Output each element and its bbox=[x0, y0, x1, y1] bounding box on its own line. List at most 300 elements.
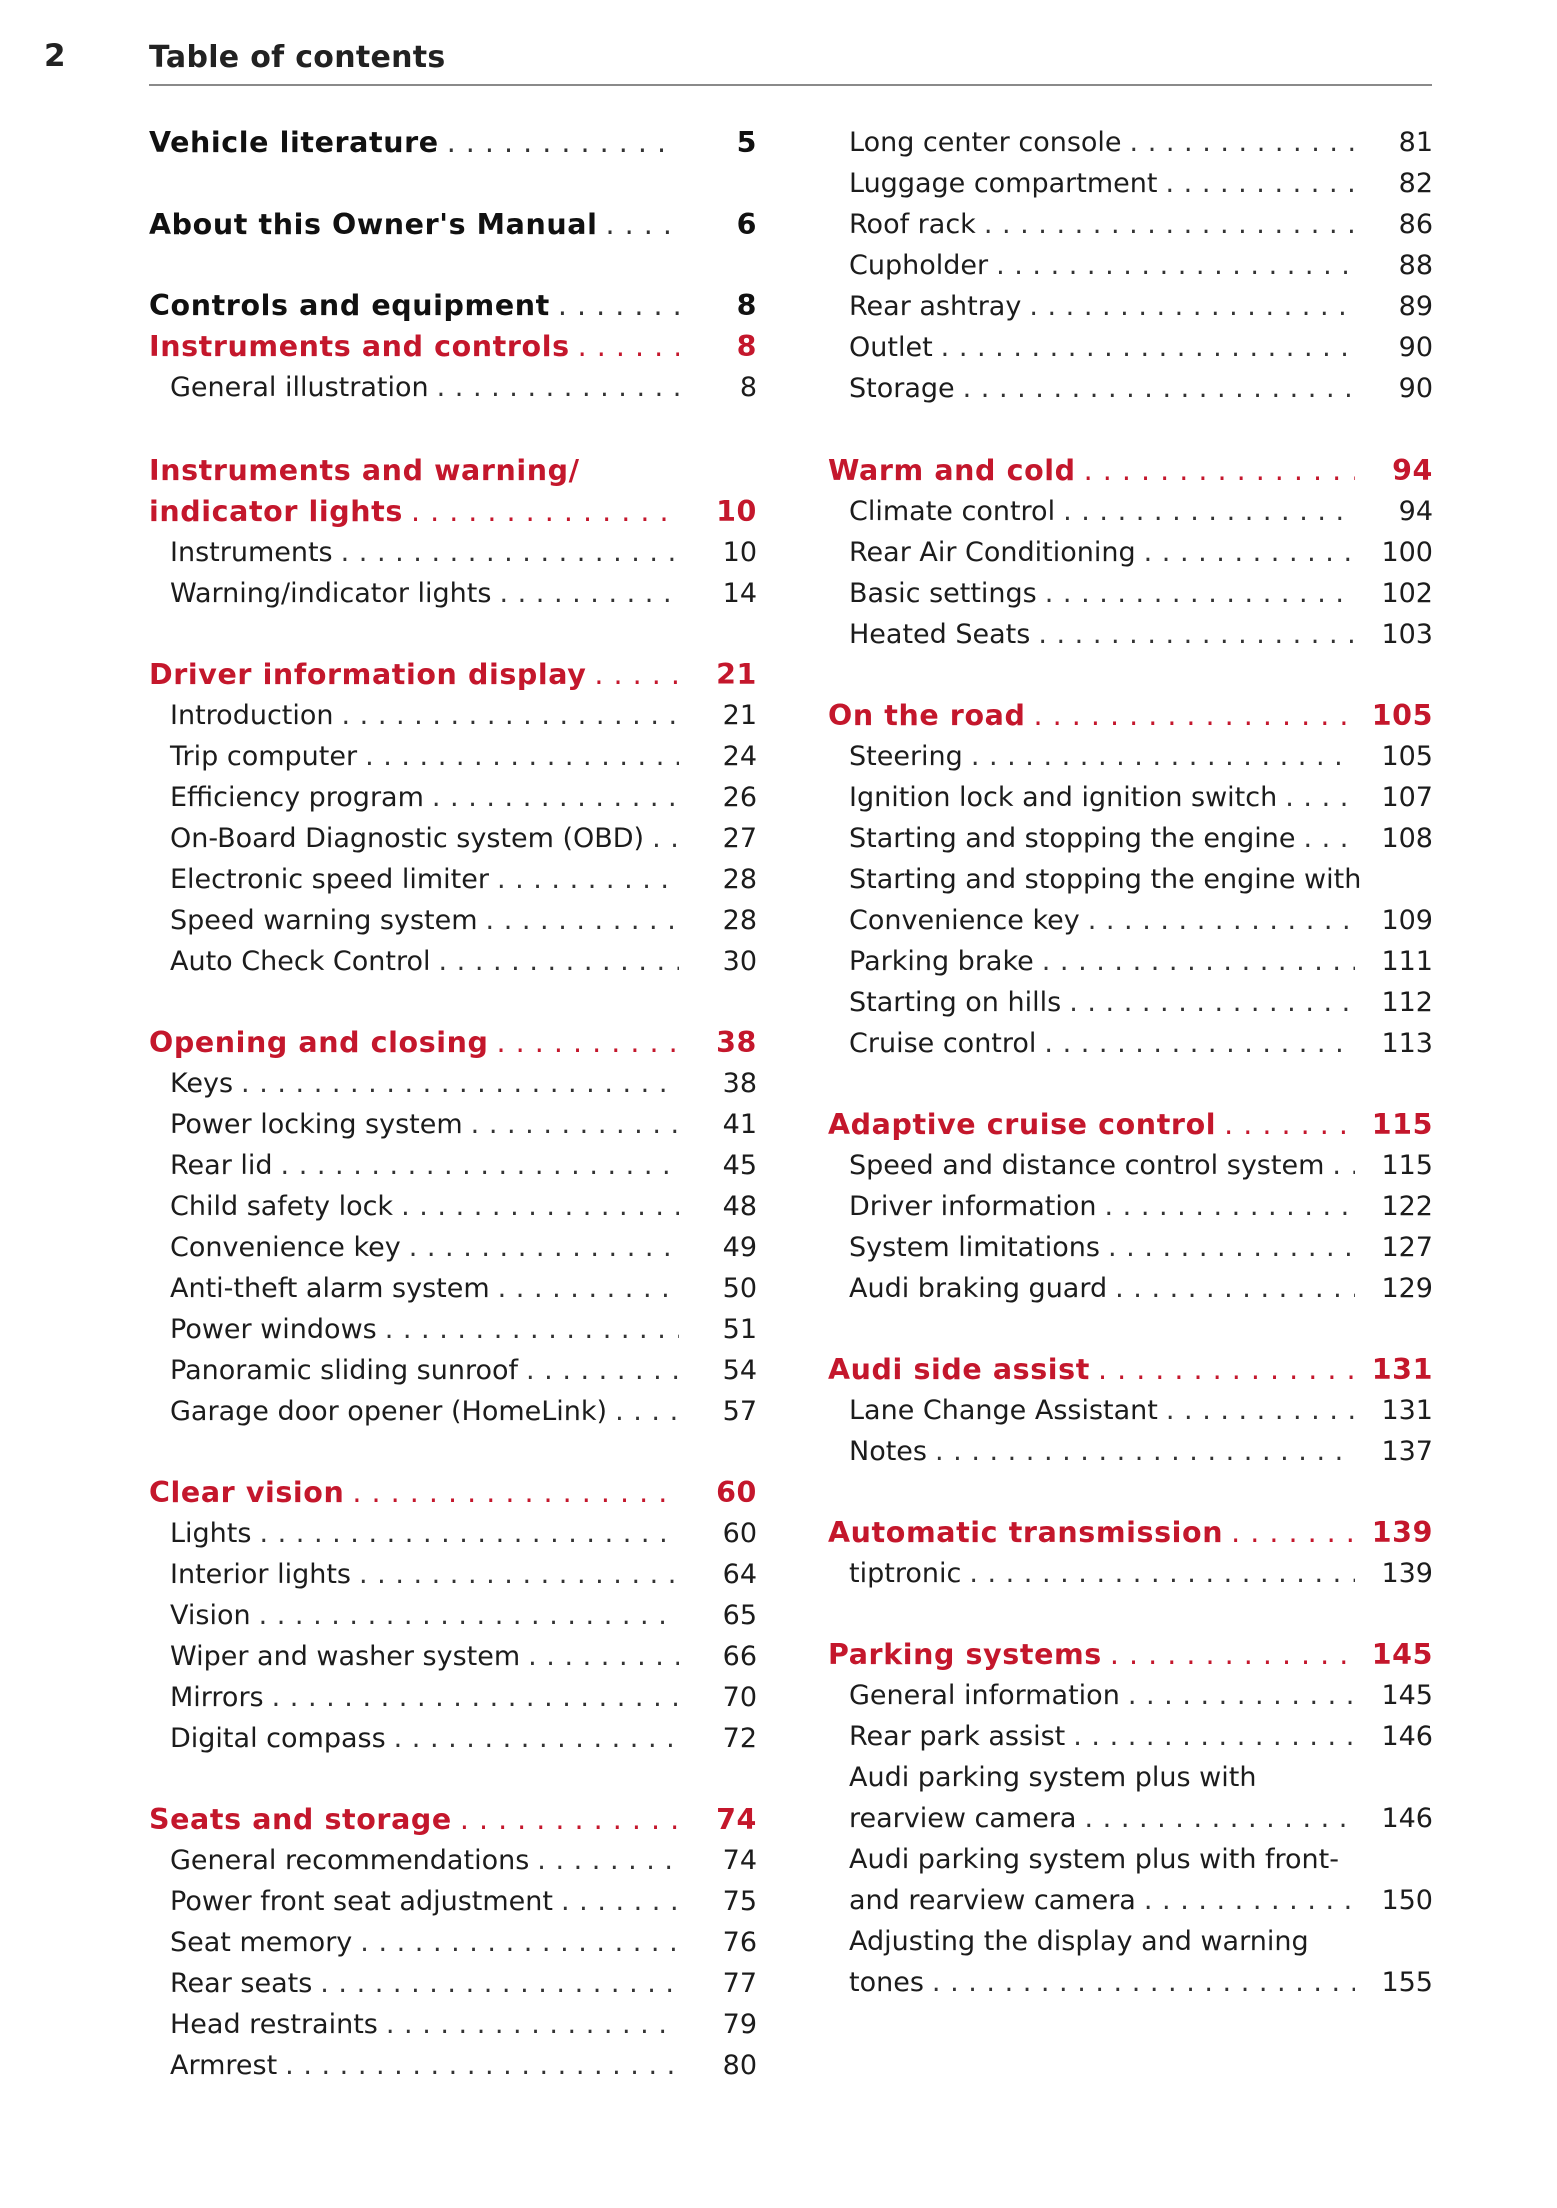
toc-entry[interactable] bbox=[149, 533, 757, 573]
toc-entry[interactable] bbox=[828, 369, 1433, 409]
toc-entry-label: Audi braking guard bbox=[849, 1273, 1108, 1304]
toc-entry-page-number: 60 bbox=[716, 1476, 757, 1509]
toc-entry-page-number: 65 bbox=[722, 1600, 757, 1631]
toc-entry-page-number: 21 bbox=[716, 658, 757, 691]
toc-entry[interactable] bbox=[149, 123, 757, 163]
page-number: 2 bbox=[44, 38, 66, 74]
toc-entry[interactable] bbox=[828, 246, 1433, 286]
toc-entry[interactable] bbox=[149, 1473, 757, 1513]
toc-entry-label: Roof rack bbox=[849, 209, 976, 240]
toc-entry-label: Controls and equipment bbox=[149, 289, 550, 322]
toc-entry-page-number: 122 bbox=[1381, 1191, 1433, 1222]
toc-entry-page-number: 81 bbox=[1398, 127, 1433, 158]
toc-entry[interactable] bbox=[828, 1105, 1433, 1145]
toc-entry-page-number: 48 bbox=[722, 1191, 757, 1222]
dot-leader bbox=[360, 1923, 679, 1963]
toc-entry[interactable] bbox=[149, 1800, 757, 1840]
toc-entry-page-number: 26 bbox=[722, 782, 757, 813]
toc-entry[interactable] bbox=[828, 1432, 1433, 1472]
toc-entry-label: Rear seats bbox=[170, 1968, 313, 1999]
dot-leader bbox=[1038, 615, 1355, 655]
toc-entry-page-number: 74 bbox=[716, 1803, 757, 1836]
toc-entry-page-number: 75 bbox=[722, 1886, 757, 1917]
toc-entry[interactable] bbox=[828, 1922, 1433, 1962]
dot-leader bbox=[1044, 1024, 1355, 1064]
toc-entry[interactable] bbox=[828, 983, 1433, 1023]
toc-entry[interactable] bbox=[828, 1350, 1433, 1390]
dot-leader bbox=[537, 1841, 679, 1881]
dot-leader bbox=[1084, 1799, 1355, 1839]
toc-entry-page-number: 112 bbox=[1381, 987, 1433, 1018]
dot-leader bbox=[941, 328, 1355, 368]
dot-leader bbox=[285, 2046, 679, 2086]
toc-entry-label: Keys bbox=[170, 1068, 234, 1099]
toc-entry[interactable] bbox=[149, 1841, 757, 1881]
toc-entry-page-number: 88 bbox=[1398, 250, 1433, 281]
dot-leader bbox=[394, 1719, 679, 1759]
dot-leader bbox=[594, 655, 679, 695]
toc-entry-page-number: 38 bbox=[722, 1068, 757, 1099]
toc-entry-label: System limitations bbox=[849, 1232, 1100, 1263]
toc-entry[interactable] bbox=[828, 1554, 1433, 1594]
toc-entry-page-number: 105 bbox=[1381, 741, 1433, 772]
toc-entry[interactable] bbox=[828, 1799, 1433, 1839]
dot-leader bbox=[341, 533, 679, 573]
dot-leader bbox=[497, 860, 679, 900]
dot-leader bbox=[386, 2005, 679, 2045]
toc-entry-label: Starting and stopping the engine with bbox=[849, 864, 1362, 895]
dot-leader bbox=[984, 205, 1355, 245]
toc-entry-label: Power locking system bbox=[170, 1109, 463, 1140]
toc-entry-page-number: 146 bbox=[1381, 1803, 1433, 1834]
toc-entry-page-number: 131 bbox=[1381, 1395, 1433, 1426]
toc-entry-page-number: 10 bbox=[722, 537, 757, 568]
toc-entry[interactable] bbox=[828, 1840, 1433, 1880]
toc-entry[interactable] bbox=[828, 287, 1433, 327]
toc-entry-page-number: 82 bbox=[1398, 168, 1433, 199]
toc-entry-page-number: 131 bbox=[1371, 1353, 1433, 1386]
toc-entry-label: Seat memory bbox=[170, 1927, 353, 1958]
toc-entry[interactable] bbox=[149, 451, 757, 491]
dot-leader bbox=[1165, 164, 1355, 204]
toc-entry[interactable] bbox=[828, 533, 1433, 573]
dot-leader bbox=[1285, 778, 1355, 818]
toc-entry-label: Steering bbox=[849, 741, 963, 772]
toc-entry-page-number: 127 bbox=[1381, 1232, 1433, 1263]
dot-leader bbox=[1166, 1391, 1355, 1431]
dot-leader bbox=[1332, 1146, 1355, 1186]
dot-leader bbox=[971, 737, 1355, 777]
dot-leader bbox=[365, 737, 679, 777]
toc-entry-label: Introduction bbox=[170, 700, 334, 731]
toc-entry-page-number: 38 bbox=[716, 1026, 757, 1059]
toc-entry-label: Audi parking system plus with bbox=[849, 1762, 1257, 1793]
dot-leader bbox=[561, 1882, 679, 1922]
dot-leader bbox=[605, 205, 679, 245]
toc-entry[interactable] bbox=[149, 1637, 757, 1677]
toc-entry-label: Parking brake bbox=[849, 946, 1034, 977]
toc-entry-label: About this Owner's Manual bbox=[149, 208, 598, 241]
toc-entry-label: rearview camera bbox=[849, 1803, 1077, 1834]
dot-leader bbox=[241, 1064, 679, 1104]
toc-entry[interactable] bbox=[149, 1105, 757, 1145]
toc-entry[interactable] bbox=[149, 1228, 757, 1268]
toc-entry-page-number: 28 bbox=[722, 864, 757, 895]
toc-entry-label: Panoramic sliding sunroof bbox=[170, 1355, 519, 1386]
toc-entry[interactable] bbox=[149, 1351, 757, 1391]
toc-entry[interactable] bbox=[828, 1676, 1433, 1716]
toc-entry[interactable] bbox=[828, 1717, 1433, 1757]
toc-entry-label: General recommendations bbox=[170, 1845, 530, 1876]
toc-entry-label: General illustration bbox=[170, 372, 429, 403]
toc-entry[interactable] bbox=[149, 1392, 757, 1432]
toc-entry[interactable] bbox=[828, 574, 1433, 614]
toc-entry-label: Climate control bbox=[849, 496, 1056, 527]
toc-entry-page-number: 24 bbox=[722, 741, 757, 772]
toc-entry-label: Speed and distance control system bbox=[849, 1150, 1325, 1181]
toc-entry-page-number: 89 bbox=[1398, 291, 1433, 322]
toc-entry-label: Parking systems bbox=[828, 1638, 1102, 1671]
toc-entry-label: Convenience key bbox=[170, 1232, 401, 1263]
toc-entry[interactable] bbox=[828, 1513, 1433, 1553]
toc-entry-label: Vision bbox=[170, 1600, 251, 1631]
dot-leader bbox=[1105, 1187, 1356, 1227]
toc-entry-page-number: 5 bbox=[736, 126, 757, 159]
toc-entry[interactable] bbox=[828, 1391, 1433, 1431]
toc-entry-page-number: 66 bbox=[722, 1641, 757, 1672]
toc-entry[interactable] bbox=[828, 1269, 1433, 1309]
dot-leader bbox=[497, 1023, 679, 1063]
dot-leader bbox=[352, 1473, 679, 1513]
toc-entry-page-number: 137 bbox=[1381, 1436, 1433, 1467]
toc-entry[interactable] bbox=[149, 737, 757, 777]
dot-leader bbox=[1069, 983, 1355, 1023]
toc-entry[interactable] bbox=[828, 123, 1433, 163]
toc-entry-label: Head restraints bbox=[170, 2009, 378, 2040]
toc-entry[interactable] bbox=[149, 696, 757, 736]
dot-leader bbox=[439, 942, 679, 982]
toc-entry-page-number: 8 bbox=[739, 372, 757, 403]
dot-leader bbox=[526, 1351, 679, 1391]
page-title: Table of contents bbox=[149, 40, 446, 75]
toc-entry[interactable] bbox=[828, 1228, 1433, 1268]
dot-leader bbox=[1029, 287, 1355, 327]
dot-leader bbox=[935, 1432, 1355, 1472]
toc-entry-label: Cruise control bbox=[849, 1028, 1037, 1059]
toc-entry-label: indicator lights bbox=[149, 495, 403, 528]
dot-leader bbox=[320, 1964, 679, 2004]
toc-entry[interactable] bbox=[828, 1635, 1433, 1675]
toc-entry-label: Armrest bbox=[170, 2050, 278, 2081]
toc-entry-label: Starting on hills bbox=[849, 987, 1062, 1018]
dot-leader bbox=[1231, 1513, 1355, 1553]
dot-leader bbox=[615, 1392, 679, 1432]
toc-entry[interactable] bbox=[149, 1882, 757, 1922]
toc-entry-label: Rear park assist bbox=[849, 1721, 1066, 1752]
toc-entry-page-number: 79 bbox=[722, 2009, 757, 2040]
toc-entry[interactable] bbox=[828, 1881, 1433, 1921]
toc-entry-page-number: 94 bbox=[1392, 454, 1433, 487]
toc-entry-label: Interior lights bbox=[170, 1559, 351, 1590]
toc-entry[interactable] bbox=[149, 2046, 757, 2086]
toc-entry-label: On-Board Diagnostic system (OBD) bbox=[170, 823, 645, 854]
toc-entry-page-number: 155 bbox=[1381, 1967, 1433, 1998]
dot-leader bbox=[578, 327, 679, 367]
toc-entry-label: Child safety lock bbox=[170, 1191, 394, 1222]
dot-leader bbox=[1224, 1105, 1355, 1145]
toc-entry-page-number: 41 bbox=[722, 1109, 757, 1140]
toc-entry-label: Vehicle literature bbox=[149, 126, 439, 159]
toc-entry-label: Garage door opener (HomeLink) bbox=[170, 1396, 608, 1427]
toc-entry-label: Rear ashtray bbox=[849, 291, 1022, 322]
toc-entry-page-number: 57 bbox=[722, 1396, 757, 1427]
dot-leader bbox=[996, 246, 1355, 286]
toc-entry[interactable] bbox=[149, 205, 757, 245]
toc-entry-page-number: 45 bbox=[722, 1150, 757, 1181]
toc-entry[interactable] bbox=[149, 778, 757, 818]
dot-leader bbox=[969, 1554, 1355, 1594]
toc-entry[interactable] bbox=[828, 696, 1433, 736]
toc-entry[interactable] bbox=[828, 1758, 1433, 1798]
toc-entry-label: Warm and cold bbox=[828, 454, 1076, 487]
toc-entry-page-number: 30 bbox=[722, 946, 757, 977]
toc-entry[interactable] bbox=[149, 655, 757, 695]
toc-entry[interactable] bbox=[149, 1514, 757, 1554]
dot-leader bbox=[1033, 696, 1355, 736]
toc-entry-page-number: 115 bbox=[1381, 1150, 1433, 1181]
dot-leader bbox=[528, 1637, 679, 1677]
toc-entry-label: Long center console bbox=[849, 127, 1122, 158]
dot-leader bbox=[1128, 1676, 1355, 1716]
toc-entry-page-number: 64 bbox=[722, 1559, 757, 1590]
toc-entry[interactable] bbox=[149, 1064, 757, 1104]
toc-entry[interactable] bbox=[828, 1187, 1433, 1227]
dot-leader bbox=[259, 1596, 679, 1636]
toc-entry[interactable] bbox=[828, 164, 1433, 204]
dot-leader bbox=[499, 574, 679, 614]
toc-entry-label: Audi parking system plus with front- bbox=[849, 1844, 1339, 1875]
dot-leader bbox=[1303, 819, 1355, 859]
toc-entry-label: Basic settings bbox=[849, 578, 1037, 609]
toc-entry[interactable] bbox=[828, 1963, 1433, 2003]
toc-entry-label: Digital compass bbox=[170, 1723, 386, 1754]
dot-leader bbox=[401, 1187, 679, 1227]
toc-entry[interactable] bbox=[149, 1678, 757, 1718]
toc-entry-page-number: 139 bbox=[1381, 1558, 1433, 1589]
toc-entry-page-number: 27 bbox=[722, 823, 757, 854]
toc-entry[interactable] bbox=[828, 860, 1433, 900]
dot-leader bbox=[1084, 451, 1355, 491]
dot-leader bbox=[259, 1514, 679, 1554]
toc-entry-label: Adaptive cruise control bbox=[828, 1108, 1217, 1141]
toc-entry-page-number: 109 bbox=[1381, 905, 1433, 936]
toc-entry-page-number: 146 bbox=[1381, 1721, 1433, 1752]
toc-entry-page-number: 102 bbox=[1381, 578, 1433, 609]
toc-entry[interactable] bbox=[149, 327, 757, 367]
dot-leader bbox=[471, 1105, 679, 1145]
toc-entry-page-number: 54 bbox=[722, 1355, 757, 1386]
toc-entry[interactable] bbox=[828, 328, 1433, 368]
toc-entry-page-number: 10 bbox=[716, 495, 757, 528]
toc-entry-label: Cupholder bbox=[849, 250, 989, 281]
toc-entry-page-number: 49 bbox=[722, 1232, 757, 1263]
toc-entry[interactable] bbox=[149, 1596, 757, 1636]
toc-entry[interactable] bbox=[149, 492, 757, 532]
toc-entry-page-number: 50 bbox=[722, 1273, 757, 1304]
toc-entry-page-number: 70 bbox=[722, 1682, 757, 1713]
toc-entry-label: Luggage compartment bbox=[849, 168, 1158, 199]
toc-entry[interactable] bbox=[149, 1555, 757, 1595]
dot-leader bbox=[1110, 1635, 1355, 1675]
toc-entry[interactable] bbox=[828, 615, 1433, 655]
dot-leader bbox=[1130, 123, 1355, 163]
dot-leader bbox=[1115, 1269, 1355, 1309]
toc-entry-page-number: 113 bbox=[1381, 1028, 1433, 1059]
toc-entry-label: Driver information display bbox=[149, 658, 587, 691]
toc-entry-page-number: 100 bbox=[1381, 537, 1433, 568]
dot-leader bbox=[281, 1146, 679, 1186]
toc-entry[interactable] bbox=[149, 1964, 757, 2004]
toc-entry-page-number: 8 bbox=[736, 289, 757, 322]
toc-entry-page-number: 21 bbox=[722, 700, 757, 731]
toc-entry-label: and rearview camera bbox=[849, 1885, 1136, 1916]
dot-leader bbox=[1073, 1717, 1355, 1757]
dot-leader bbox=[1098, 1350, 1355, 1390]
toc-entry[interactable] bbox=[149, 368, 757, 408]
toc-entry-label: Trip computer bbox=[170, 741, 358, 772]
toc-entry-label: Lights bbox=[170, 1518, 252, 1549]
toc-entry-label: Power front seat adjustment bbox=[170, 1886, 553, 1917]
dot-leader bbox=[486, 901, 679, 941]
toc-entry-label: Opening and closing bbox=[149, 1026, 489, 1059]
toc-entry-label: Outlet bbox=[849, 332, 933, 363]
dot-leader bbox=[411, 492, 679, 532]
toc-entry[interactable] bbox=[149, 1923, 757, 1963]
toc-entry-page-number: 139 bbox=[1371, 1516, 1433, 1549]
dot-leader bbox=[460, 1800, 679, 1840]
toc-entry[interactable] bbox=[149, 860, 757, 900]
dot-leader bbox=[1144, 1881, 1355, 1921]
dot-leader bbox=[652, 819, 679, 859]
toc-entry-page-number: 51 bbox=[722, 1314, 757, 1345]
toc-entry[interactable] bbox=[828, 737, 1433, 777]
toc-entry[interactable] bbox=[149, 1146, 757, 1186]
toc-entry-label: Mirrors bbox=[170, 1682, 264, 1713]
toc-entry-label: Rear lid bbox=[170, 1150, 273, 1181]
toc-entry-label: Instruments and warning/ bbox=[149, 454, 580, 487]
toc-entry[interactable] bbox=[828, 819, 1433, 859]
dot-leader bbox=[963, 369, 1355, 409]
toc-entry-page-number: 60 bbox=[722, 1518, 757, 1549]
toc-entry[interactable] bbox=[828, 451, 1433, 491]
toc-entry[interactable] bbox=[828, 901, 1433, 941]
toc-entry[interactable] bbox=[149, 819, 757, 859]
dot-leader bbox=[1042, 942, 1355, 982]
dot-leader bbox=[1088, 901, 1355, 941]
toc-entry[interactable] bbox=[149, 1187, 757, 1227]
toc-entry-label: Wiper and washer system bbox=[170, 1641, 521, 1672]
dot-leader bbox=[1108, 1228, 1355, 1268]
toc-entry-page-number: 72 bbox=[722, 1723, 757, 1754]
toc-entry-page-number: 145 bbox=[1371, 1638, 1433, 1671]
dot-leader bbox=[1045, 574, 1355, 614]
dot-leader bbox=[432, 778, 679, 818]
toc-entry-label: Anti-theft alarm system bbox=[170, 1273, 490, 1304]
toc-entry[interactable] bbox=[149, 1023, 757, 1063]
toc-entry[interactable] bbox=[149, 1719, 757, 1759]
toc-entry[interactable] bbox=[828, 1146, 1433, 1186]
toc-entry-label: Heated Seats bbox=[849, 619, 1031, 650]
dot-leader bbox=[1063, 492, 1355, 532]
toc-entry-label: tones bbox=[849, 1967, 924, 1998]
toc-entry-page-number: 8 bbox=[736, 330, 757, 363]
toc-entry-label: Power windows bbox=[170, 1314, 377, 1345]
toc-entry[interactable] bbox=[149, 286, 757, 326]
toc-entry-page-number: 80 bbox=[722, 2050, 757, 2081]
toc-entry[interactable] bbox=[828, 205, 1433, 245]
toc-entry[interactable] bbox=[149, 2005, 757, 2045]
toc-entry-page-number: 115 bbox=[1371, 1108, 1433, 1141]
toc-entry[interactable] bbox=[828, 492, 1433, 532]
toc-entry-page-number: 90 bbox=[1398, 332, 1433, 363]
toc-entry[interactable] bbox=[828, 942, 1433, 982]
toc-entry-label: Instruments bbox=[170, 537, 333, 568]
toc-entry-label: Instruments and controls bbox=[149, 330, 570, 363]
toc-entry-label: tiptronic bbox=[849, 1558, 962, 1589]
toc-entry[interactable] bbox=[828, 778, 1433, 818]
toc-entry-page-number: 107 bbox=[1381, 782, 1433, 813]
toc-entry-page-number: 150 bbox=[1381, 1885, 1433, 1916]
toc-entry-label: Rear Air Conditioning bbox=[849, 537, 1136, 568]
toc-entry-page-number: 111 bbox=[1381, 946, 1433, 977]
toc-entry-label: Efficiency program bbox=[170, 782, 424, 813]
dot-leader bbox=[359, 1555, 679, 1595]
toc-entry-label: General information bbox=[849, 1680, 1120, 1711]
dot-leader bbox=[409, 1228, 679, 1268]
toc-entry[interactable] bbox=[828, 1024, 1433, 1064]
toc-entry-label: Speed warning system bbox=[170, 905, 478, 936]
toc-entry-label: Convenience key bbox=[849, 905, 1080, 936]
toc-entry-label: Adjusting the display and warning bbox=[849, 1926, 1309, 1957]
dot-leader bbox=[498, 1269, 679, 1309]
dot-leader bbox=[932, 1963, 1355, 2003]
toc-entry-page-number: 129 bbox=[1381, 1273, 1433, 1304]
toc-entry-page-number: 14 bbox=[722, 578, 757, 609]
toc-entry-label: Electronic speed limiter bbox=[170, 864, 489, 895]
toc-entry-label: Clear vision bbox=[149, 1476, 345, 1509]
toc-entry-label: Notes bbox=[849, 1436, 927, 1467]
toc-entry-label: On the road bbox=[828, 699, 1026, 732]
dot-leader bbox=[1144, 533, 1355, 573]
toc-entry[interactable] bbox=[149, 574, 757, 614]
header-divider bbox=[149, 84, 1432, 86]
toc-entry-label: Lane Change Assistant bbox=[849, 1395, 1158, 1426]
toc-entry[interactable] bbox=[149, 1269, 757, 1309]
toc-entry-page-number: 74 bbox=[722, 1845, 757, 1876]
toc-entry[interactable] bbox=[149, 901, 757, 941]
toc-entry-label: Automatic transmission bbox=[828, 1516, 1224, 1549]
toc-entry[interactable] bbox=[149, 1310, 757, 1350]
toc-entry-page-number: 77 bbox=[722, 1968, 757, 1999]
toc-entry-page-number: 103 bbox=[1381, 619, 1433, 650]
toc-entry-page-number: 28 bbox=[722, 905, 757, 936]
toc-entry-page-number: 86 bbox=[1398, 209, 1433, 240]
toc-entry[interactable] bbox=[149, 942, 757, 982]
dot-leader bbox=[272, 1678, 679, 1718]
dot-leader bbox=[437, 368, 679, 408]
dot-leader bbox=[342, 696, 679, 736]
dot-leader bbox=[385, 1310, 679, 1350]
